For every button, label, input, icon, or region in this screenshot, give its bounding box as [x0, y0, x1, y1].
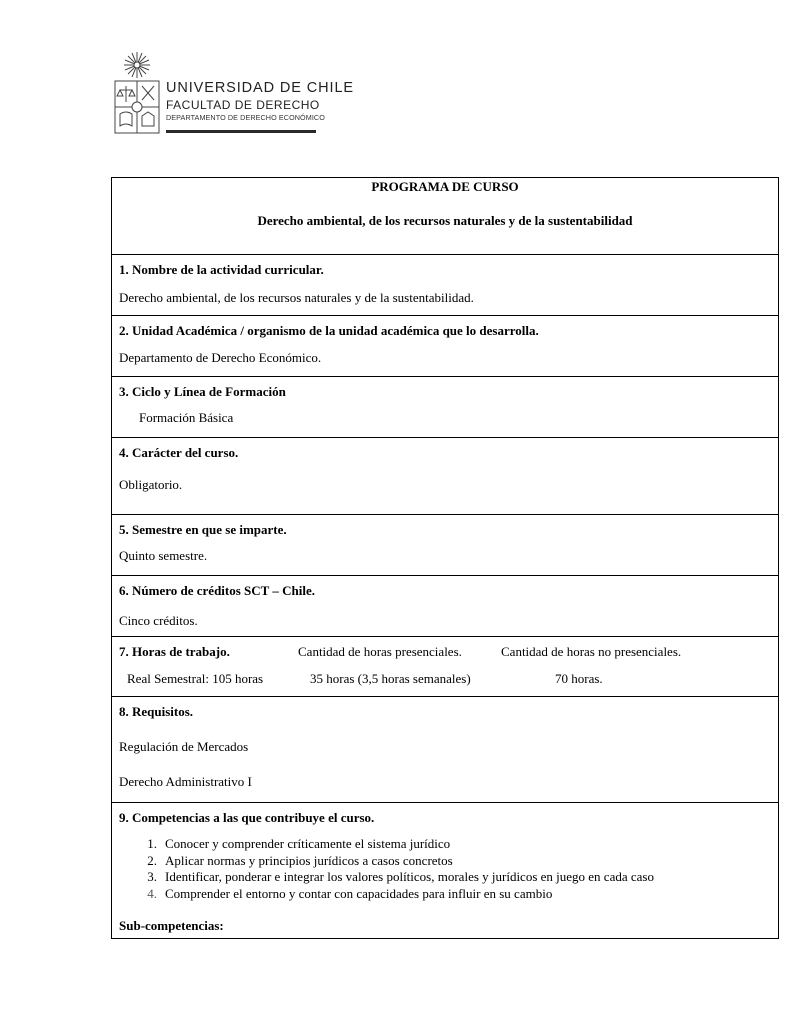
program-heading: PROGRAMA DE CURSO: [371, 179, 519, 194]
section-work-hours: [112, 637, 778, 697]
nonpresential-header: Cantidad de horas no presenciales.: [501, 644, 682, 659]
section-title: 4. Carácter del curso.: [119, 445, 239, 460]
section-semester: [112, 515, 778, 576]
section-requirements: [112, 697, 778, 803]
section-title: 1. Nombre de la actividad curricular.: [119, 262, 324, 277]
section-activity-name: [112, 255, 778, 316]
list-number: 2.: [147, 852, 157, 868]
section-body: Cinco créditos.: [119, 613, 198, 628]
competencies-list: [119, 836, 771, 902]
university-name-block: [166, 80, 354, 123]
letterhead: [112, 50, 372, 140]
list-number: 1.: [147, 836, 157, 851]
section-title: 7. Horas de trabajo.: [119, 644, 230, 659]
program-table: [111, 177, 779, 939]
list-item: [119, 869, 771, 886]
sub-competencies-title: Sub-competencias:: [119, 918, 224, 933]
list-item: [119, 886, 771, 903]
section-body: Derecho ambiental, de los recursos naturales y de la sustentabilidad.: [119, 290, 474, 305]
section-body: Formación Básica: [139, 410, 234, 425]
presential-hours: 35 horas (3,5 horas semanales): [310, 671, 471, 686]
course-title: Derecho ambiental, de los recursos naturales y de la sustentabilidad: [257, 213, 633, 228]
program-header: [112, 178, 778, 255]
section-body: Obligatorio.: [119, 477, 183, 492]
list-item: [119, 853, 771, 870]
section-course-character: [112, 438, 778, 515]
section-title: 9. Competencias a las que contribuye el curso.: [119, 810, 375, 825]
requirement-item: Regulación de Mercados: [119, 739, 249, 754]
section-body: Quinto semestre.: [119, 548, 208, 563]
section-competencies: [112, 803, 778, 938]
section-title: 8. Requisitos.: [119, 704, 194, 719]
list-text: Conocer y comprender críticamente el sistema jurídico: [165, 836, 451, 851]
real-semestral-hours: Real Semestral: 105 horas: [127, 671, 264, 686]
list-text: Identificar, ponderar e integrar los valores políticos, morales y jurídicos en juego en cada caso: [165, 869, 654, 884]
list-text: Aplicar normas y principios jurídicos a casos concretos: [165, 852, 453, 868]
list-text: Comprender el entorno y contar con capacidades para influir en su cambio: [165, 885, 553, 901]
requirement-item: Derecho Administrativo I: [119, 774, 252, 789]
university-seal-icon: [112, 50, 162, 136]
section-academic-unit: [112, 316, 778, 377]
section-title: 5. Semestre en que se imparte.: [119, 522, 287, 537]
section-title: 6. Número de créditos SCT – Chile.: [119, 583, 315, 598]
list-number: 3.: [147, 869, 157, 884]
section-title: 2. Unidad Académica / organismo de la unidad académica que lo desarrolla.: [119, 323, 539, 338]
letterhead-underline: [166, 130, 316, 133]
nonpresential-hours: 70 horas.: [555, 671, 603, 686]
section-title: 3. Ciclo y Línea de Formación: [119, 384, 286, 399]
faculty-name: FACULTAD DE DERECHO: [166, 98, 320, 112]
university-name: UNIVERSIDAD DE CHILE: [166, 80, 355, 96]
section-credits: [112, 576, 778, 637]
presential-header: Cantidad de horas presenciales.: [298, 644, 462, 659]
list-number: 4.: [147, 885, 157, 901]
department-name: DEPARTAMENTO DE DERECHO ECONÓMICO: [166, 113, 325, 122]
section-cycle-line: [112, 377, 778, 438]
list-item: [119, 836, 771, 853]
section-body: Departamento de Derecho Económico.: [119, 350, 322, 365]
